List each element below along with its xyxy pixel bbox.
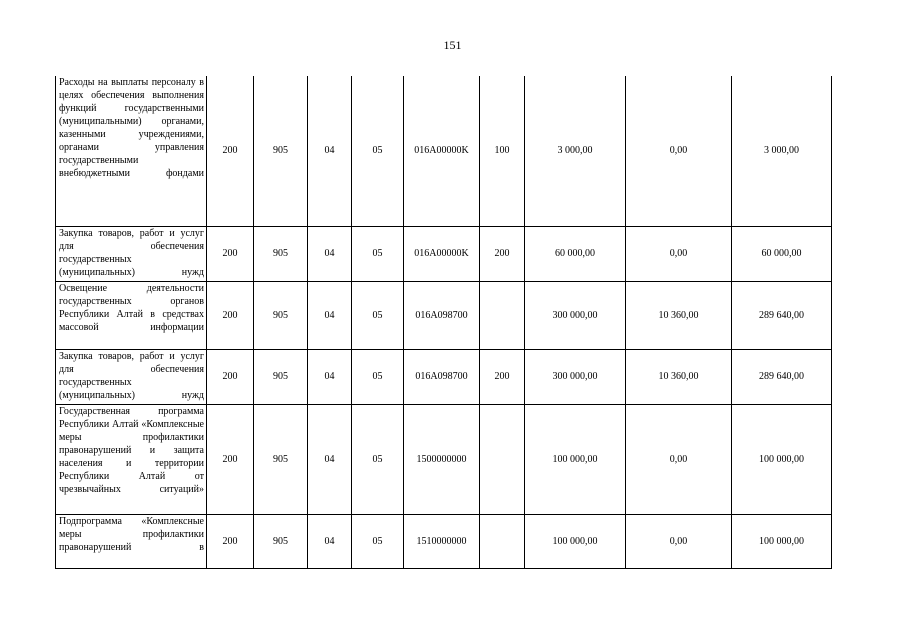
cell-value: 0,00 (626, 76, 732, 226)
cell-value: 60 000,00 (732, 226, 832, 281)
cell-value: 05 (352, 76, 404, 226)
cell-value: 905 (254, 76, 308, 226)
cell-value: 200 (207, 349, 254, 404)
cell-value: 05 (352, 226, 404, 281)
cell-value: 04 (308, 404, 352, 514)
cell-value: 05 (352, 404, 404, 514)
cell-value: 1500000000 (404, 404, 480, 514)
cell-value: 905 (254, 281, 308, 349)
cell-value: 1510000000 (404, 514, 480, 568)
cell-value: 016A00000K (404, 226, 480, 281)
cell-value: 905 (254, 349, 308, 404)
cell-value: 04 (308, 514, 352, 568)
cell-value: 016A00000K (404, 76, 480, 226)
cell-value: 200 (207, 226, 254, 281)
budget-table (55, 76, 832, 569)
cell-value: 04 (308, 226, 352, 281)
cell-value: 0,00 (626, 226, 732, 281)
table-row (56, 349, 832, 404)
cell-value: 016A098700 (404, 349, 480, 404)
cell-value: 200 (480, 226, 525, 281)
cell-value: 905 (254, 226, 308, 281)
cell-value: 0,00 (626, 404, 732, 514)
row-description: Государственная программа Республики Алтай «Комплексные меры профилактики правонарушений и защита населения и территории Республики Алтай от чрезвычайных ситуаций» (56, 404, 207, 514)
cell-value: 200 (207, 76, 254, 226)
table-row (56, 76, 832, 226)
row-description: Закупка товаров, работ и услуг для обеспечения государственных (муниципальных) нужд (56, 226, 207, 281)
table-row (56, 404, 832, 514)
page-number: 151 (443, 38, 462, 52)
cell-value: 016A098700 (404, 281, 480, 349)
cell-value: 100 000,00 (732, 514, 832, 568)
cell-value: 0,00 (626, 514, 732, 568)
cell-value (480, 281, 525, 349)
table-row (56, 514, 832, 568)
cell-value: 05 (352, 349, 404, 404)
cell-value: 200 (207, 281, 254, 349)
cell-value: 100 000,00 (732, 404, 832, 514)
cell-value (480, 404, 525, 514)
cell-value: 905 (254, 514, 308, 568)
table-row (56, 226, 832, 281)
cell-value (480, 514, 525, 568)
cell-value: 3 000,00 (525, 76, 626, 226)
cell-value: 3 000,00 (732, 76, 832, 226)
cell-value: 100 (480, 76, 525, 226)
row-description: Подпрограмма «Комплексные меры профилактики правонарушений в (56, 514, 207, 568)
cell-value: 300 000,00 (525, 281, 626, 349)
row-description: Закупка товаров, работ и услуг для обеспечения государственных (муниципальных) нужд (56, 349, 207, 404)
cell-value: 04 (308, 349, 352, 404)
cell-value: 10 360,00 (626, 281, 732, 349)
table-row (56, 281, 832, 349)
cell-value: 04 (308, 76, 352, 226)
row-description: Расходы на выплаты персоналу в целях обеспечения выполнения функций государственными (муниципальными) органами, казенными учреждениями, органами управления государственными внебюджетными фондами (56, 76, 207, 226)
cell-value: 905 (254, 404, 308, 514)
cell-value: 289 640,00 (732, 349, 832, 404)
cell-value: 100 000,00 (525, 514, 626, 568)
row-description: Освещение деятельности государственных органов Республики Алтай в средствах массовой информации (56, 281, 207, 349)
cell-value: 10 360,00 (626, 349, 732, 404)
cell-value: 04 (308, 281, 352, 349)
cell-value: 200 (480, 349, 525, 404)
cell-value: 60 000,00 (525, 226, 626, 281)
cell-value: 05 (352, 514, 404, 568)
cell-value: 300 000,00 (525, 349, 626, 404)
cell-value: 100 000,00 (525, 404, 626, 514)
cell-value: 05 (352, 281, 404, 349)
cell-value: 289 640,00 (732, 281, 832, 349)
cell-value: 200 (207, 514, 254, 568)
cell-value: 200 (207, 404, 254, 514)
